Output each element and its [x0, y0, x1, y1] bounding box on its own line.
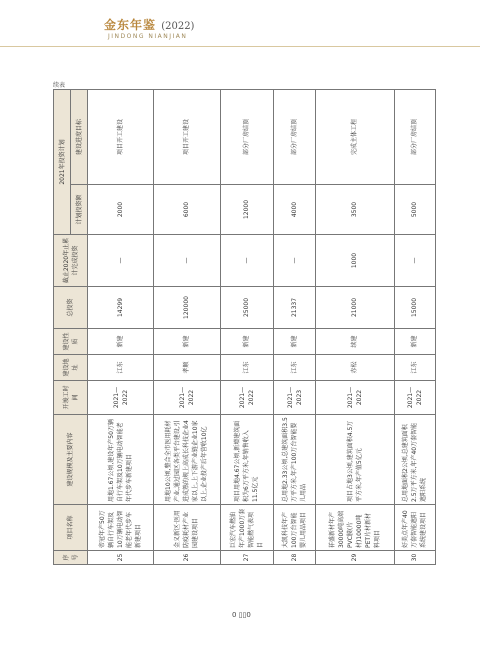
- cell-plan-amount: 2000: [88, 185, 154, 235]
- investment-plan-table: [53, 89, 436, 565]
- cell-plan-amount: 4000: [274, 185, 315, 235]
- cell-total: 21000: [315, 287, 394, 329]
- cell-seq: 26: [154, 551, 220, 565]
- header-scale: 建设规模及主要内容: [54, 415, 88, 505]
- header-divider: [0, 46, 480, 47]
- cell-total: 25000: [220, 287, 274, 329]
- cell-period: 2021—2022: [394, 381, 435, 415]
- header-period: 开竣工时间: [54, 381, 88, 415]
- cell-name: 帝冠年产50万辆自行车架及10万辆电动智能老年代步车新建项目: [88, 505, 154, 551]
- cell-nature: 新建: [154, 329, 220, 355]
- cell-progress-target: 项目开工建设: [88, 90, 154, 185]
- cell-nature: 新建: [274, 329, 315, 355]
- cell-period: 2021—2022: [88, 381, 154, 415]
- cell-location: 江东: [274, 355, 315, 381]
- header-name: 项目名称: [54, 505, 88, 551]
- yearbook-title: [104, 16, 194, 33]
- cell-period: 2021—2022: [220, 381, 274, 415]
- table-row: [315, 90, 394, 565]
- table-row: [394, 90, 435, 565]
- cell-name: 金义新区·医用防疫耗材产业园建设项目: [154, 505, 220, 551]
- cell-scale: 项目用地4.67公顷,新增建筑面积为6万平方米,年销售收入11.5亿元: [220, 415, 274, 505]
- cell-location: 孝顺: [154, 355, 220, 381]
- header-nature: 建设性质: [54, 329, 88, 355]
- cell-period: 2021—2023: [274, 381, 315, 415]
- cell-progress-target: 部分厂房结顶: [274, 90, 315, 185]
- cell-plan-amount: 3500: [315, 185, 394, 235]
- table-header-row: [54, 90, 71, 565]
- cell-seq: 27: [220, 551, 274, 565]
- yearbook-name: 金东年鉴: [104, 18, 157, 32]
- rotated-table-container: [53, 90, 436, 565]
- header-plan-2021: 2021年投资计划: [54, 90, 71, 235]
- cell-total: 15000: [394, 287, 435, 329]
- cell-name: 巨宏汽车燃油年产1000万套智能燃气表项目: [220, 505, 274, 551]
- cell-scale: 总用地面积2公顷,总建筑面积2.5万平方米,年产40万套智能遮阳系统: [394, 415, 435, 505]
- cell-nature: 新建: [88, 329, 154, 355]
- cell-period: 2021—2022: [154, 381, 220, 415]
- cell-location: 赤松: [315, 355, 394, 381]
- cell-progress-target: 完成主体工程: [315, 90, 394, 185]
- cell-scale: 用地1.67公顷,建设年产50万辆自行车架及10万辆电动智能老年代步车新建项目: [88, 415, 154, 505]
- cell-progress-target: 部分厂房结顶: [394, 90, 435, 185]
- cell-cumulative: —: [220, 235, 274, 287]
- header-location: 建设地址: [54, 355, 88, 381]
- header-plan-amount: 计划投资额: [71, 185, 88, 235]
- cell-seq: 28: [274, 551, 315, 565]
- cell-scale: 用地10公顷,整合全市医用耗材产业,通过园区各类平台建设,引进成熟的规上高成长科技企业4家以上,上下游产业链企业10家以上,企业投产后年营收10亿: [154, 415, 220, 505]
- cell-progress-target: 项目开工建设: [154, 90, 220, 185]
- cell-cumulative: —: [88, 235, 154, 287]
- cell-cumulative: —: [394, 235, 435, 287]
- cell-cumulative: 1000: [315, 235, 394, 287]
- table-row: [220, 90, 274, 565]
- cell-scale: 总用地2.33公顷,总建筑面积3.5万平方米,年产100万台智能婴儿用品: [274, 415, 315, 505]
- cell-cumulative: —: [154, 235, 220, 287]
- cell-seq: 29: [315, 551, 394, 565]
- cell-plan-amount: 12000: [220, 185, 274, 235]
- cell-seq: 30: [394, 551, 435, 565]
- cell-period: 2021—2022: [315, 381, 394, 415]
- header-cumulative: 截止2020年止累计完成投资: [54, 235, 88, 287]
- cell-cumulative: —: [274, 235, 315, 287]
- cell-nature: 续建: [315, 329, 394, 355]
- table-row: [88, 90, 154, 565]
- table-row: [154, 90, 220, 565]
- cell-total: 120000: [154, 287, 220, 329]
- page-header: [0, 0, 480, 60]
- cell-total: 14299: [88, 287, 154, 329]
- header-progress-target: 建设进度目标: [71, 90, 88, 185]
- cell-plan-amount: 5000: [394, 185, 435, 235]
- cell-location: 江东: [88, 355, 154, 381]
- header-seq: 序号: [54, 551, 88, 565]
- header-total: 总投资: [54, 287, 88, 329]
- cell-total: 21337: [274, 287, 315, 329]
- cell-nature: 新建: [220, 329, 274, 355]
- continued-label: 续表: [53, 82, 66, 89]
- yearbook-year: (2022): [161, 21, 195, 32]
- page-number: 0 ▯▯0: [232, 611, 251, 619]
- cell-progress-target: 部分厂房结顶: [220, 90, 274, 185]
- cell-seq: 25: [88, 551, 154, 565]
- cell-location: 江东: [220, 355, 274, 381]
- cell-scale: 项目占地3公顷,建筑面积4.5万平方米,年产值5亿元: [315, 415, 394, 505]
- cell-plan-amount: 6000: [154, 185, 220, 235]
- cell-location: 江东: [394, 355, 435, 381]
- table-row: [274, 90, 315, 565]
- cell-name: 祥盛新材年产30000吨高端PVC膜(片材)10000吨PET片材新材料项目: [315, 505, 394, 551]
- cell-name: 好美点年产40万套智能遮阳系统建设项目: [394, 505, 435, 551]
- cell-name: 大凯科技年产100万台智能婴儿用品项目: [274, 505, 315, 551]
- yearbook-subtitle: JINDONG NIANJIAN: [108, 33, 188, 40]
- cell-nature: 新建: [394, 329, 435, 355]
